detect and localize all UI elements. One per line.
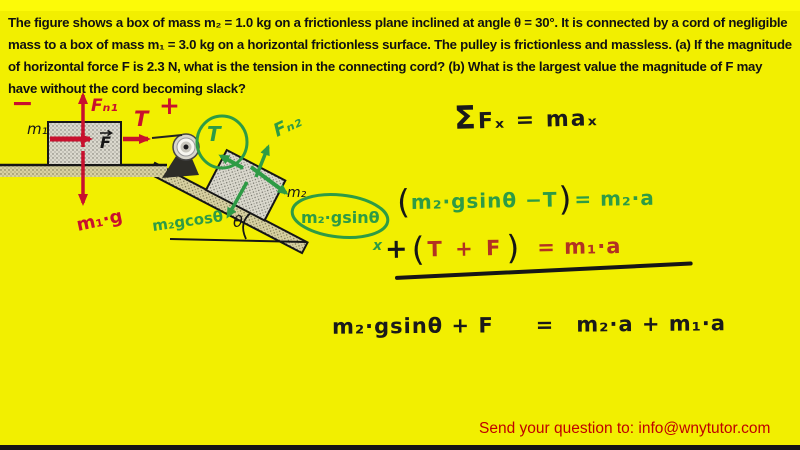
problem-line-2: mass to a box of mass m₁ = 3.0 kg on a horizontal frictionless surface. The pulley is frictionless and massless. (a) If the magnitude <box>8 37 792 52</box>
normal-force-m1-label: Fₙ₁ <box>91 96 118 116</box>
paren-open: ( <box>411 229 425 269</box>
weight-perpendicular-label: m₂gcosθ <box>151 207 225 235</box>
problem-line-1: The figure shows a box of mass m₂ = 1.0 kg on a frictionless plane inclined at angle θ = 30°. It is connected by a cord of negligible <box>8 15 788 30</box>
paren-open: ( <box>396 182 411 222</box>
paren-close: ) <box>558 179 572 219</box>
equation-result-equals: = <box>535 312 555 337</box>
equation-horizontal <box>384 227 622 269</box>
equation-newton: ΣFₓ = maₓ <box>453 98 599 137</box>
mass1-label: m₁ <box>27 120 48 138</box>
normal-force-m2-label: Fₙ₂ <box>270 110 305 142</box>
tension-m1-label: T <box>134 107 149 131</box>
angle-label: θ <box>233 212 243 231</box>
equation-incline-lhs: m₂·gsinθ −T <box>410 186 558 214</box>
free-body-diagram <box>0 85 420 290</box>
weight-parallel-label: m₂·gsinθ <box>301 208 380 227</box>
equation-incline-rhs: = m₂·a <box>574 185 655 211</box>
problem-line-4: have without the cord becoming slack? <box>8 81 246 96</box>
x-axis-label: x <box>373 238 383 254</box>
top-strip <box>0 0 800 11</box>
plus-sign-label: + <box>159 91 180 120</box>
minus-sign-label: − <box>11 88 34 119</box>
applied-force-label: F <box>100 133 111 152</box>
equation-result-rhs: m₂·a + m₁·a <box>576 311 727 337</box>
sum-plus-sign: + <box>384 233 408 266</box>
paren-close: ) <box>506 227 520 267</box>
problem-line-3: of horizontal force F is 2.3 N, what is the tension in the connecting cord? (b) What is the largest value the magnitude of F may <box>8 59 763 74</box>
weight-m1-label: m₁·g <box>74 205 125 236</box>
mass2-label: m₂ <box>287 185 307 201</box>
bottom-bar <box>0 445 800 450</box>
footer-text: Send your question to: info@wnytutor.com <box>479 420 771 437</box>
equation-result <box>332 311 726 338</box>
equation-incline <box>396 179 655 222</box>
equation-horizontal-rhs: = m₁·a <box>537 233 622 259</box>
equation-result-lhs: m₂·gsinθ + F <box>331 313 494 339</box>
tension-m2-label: T <box>207 122 221 146</box>
pulley <box>173 134 199 160</box>
equation-horizontal-lhs: T + F <box>427 235 504 261</box>
